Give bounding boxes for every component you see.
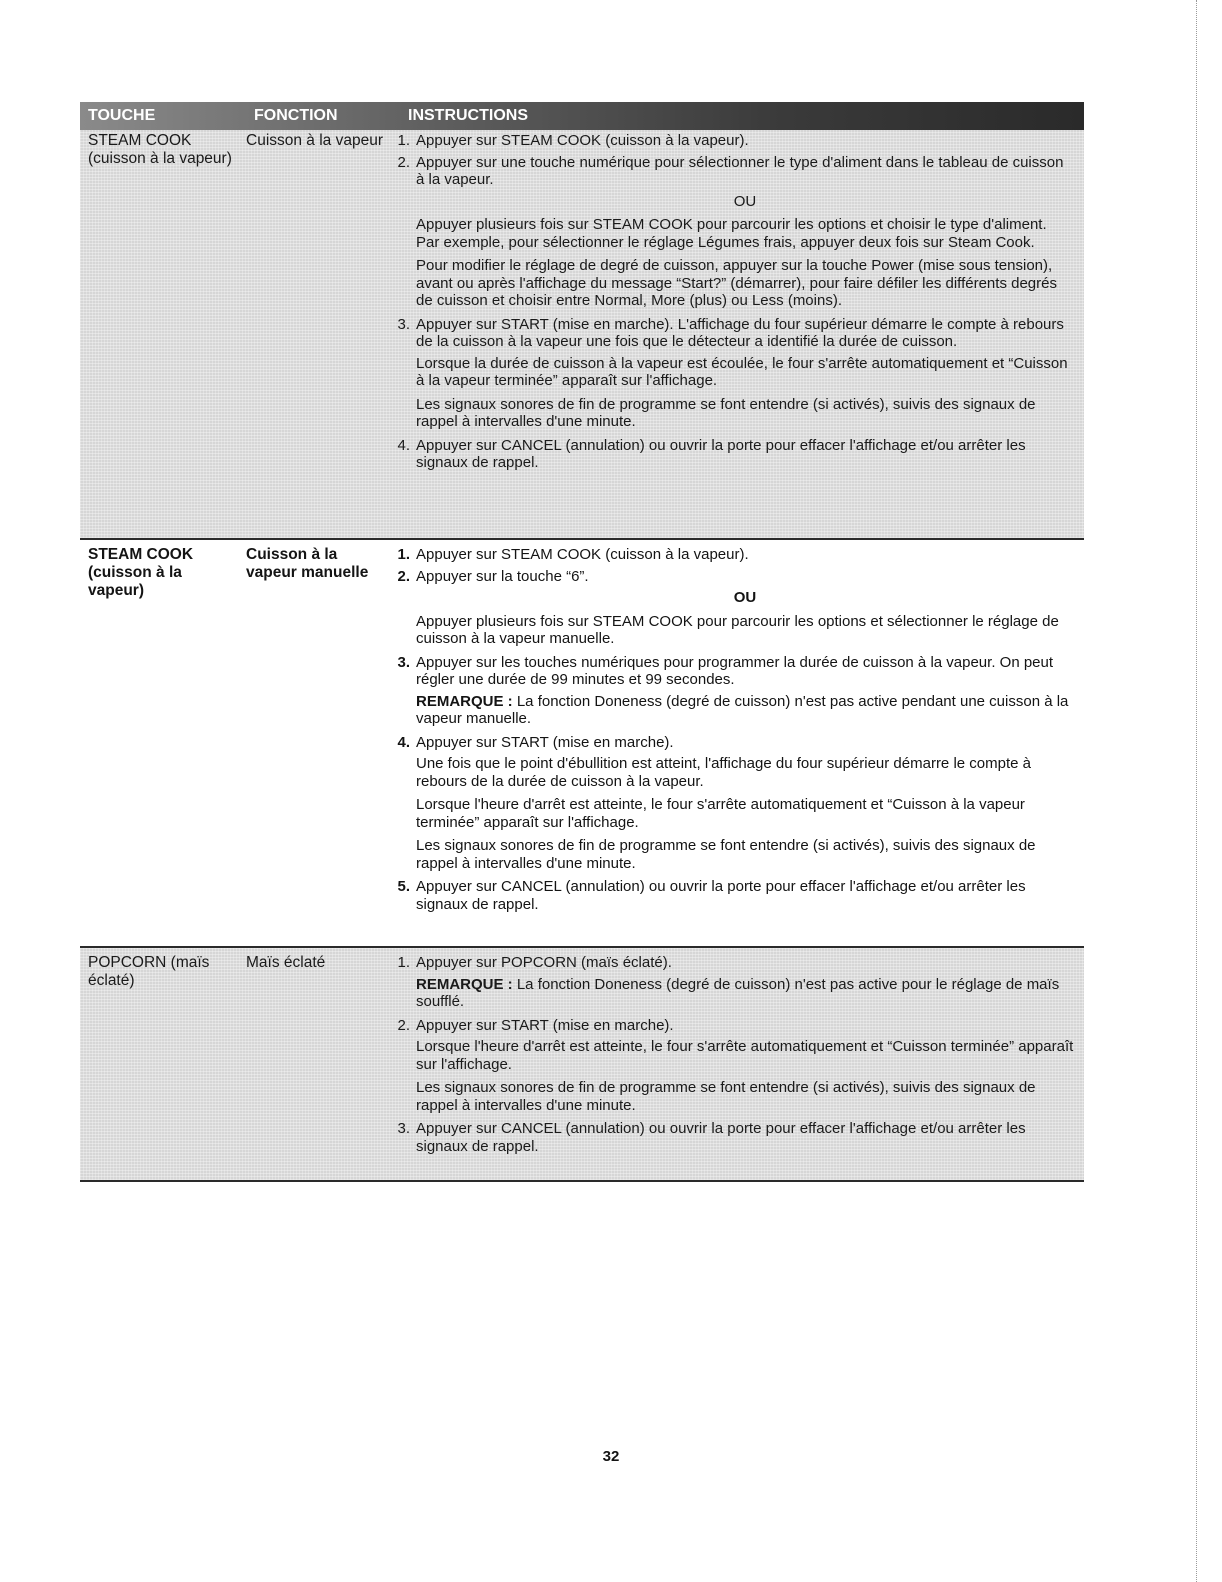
remark-label: REMARQUE : <box>416 692 513 710</box>
step-text: Appuyer sur START (mise en marche). <box>416 1016 674 1034</box>
step <box>388 132 1074 150</box>
paragraph: Lorsque l'heure d'arrêt est atteinte, le four s'arrête automatiquement et “Cuisson terminée” apparaît sur l'affichage. <box>416 1038 1074 1073</box>
table-header <box>80 102 1084 130</box>
cell-fonction: Cuisson à la vapeur manuelle <box>246 546 369 581</box>
remark <box>416 693 1074 728</box>
step <box>388 437 1074 472</box>
cell-instructions <box>384 948 1084 1180</box>
remark <box>416 976 1074 1011</box>
paragraph: Les signaux sonores de fin de programme se font entendre (si activés), suivis des signaux de rappel à intervalles d'une minute. <box>416 837 1036 872</box>
step <box>388 878 1074 913</box>
step-number: 1. <box>397 954 410 971</box>
step-number: 2. <box>397 153 410 171</box>
cell-fonction: Maïs éclaté <box>246 954 326 971</box>
step <box>388 734 1074 752</box>
table-row <box>80 948 1084 1182</box>
step <box>388 1120 1074 1155</box>
step <box>388 546 1074 564</box>
page-number: 32 <box>602 1448 620 1465</box>
step <box>388 154 1074 189</box>
table-row <box>80 540 1084 948</box>
step-text: Appuyer sur CANCEL (annulation) ou ouvrir la porte pour effacer l'affichage et/ou arrêter les signaux de rappel. <box>416 878 1026 913</box>
step <box>388 954 1074 972</box>
step-text: Appuyer sur STEAM COOK (cuisson à la vapeur). <box>416 132 749 149</box>
remark-label: REMARQUE : <box>416 975 513 993</box>
page-edge-line <box>1196 0 1198 1582</box>
step-text: Appuyer sur START (mise en marche). L'affichage du four supérieur démarre le compte à rebours de la cuisson à la vapeur une fois que le détecteur a identifié la durée de cuisson. <box>416 315 1064 350</box>
cell-instructions <box>384 540 1084 946</box>
remark-text: La fonction Doneness (degré de cuisson) n'est pas active pour le réglage de maïs soufflé. <box>416 975 1060 1010</box>
step-text: Appuyer sur STEAM COOK (cuisson à la vapeur). <box>416 546 749 563</box>
paragraph: Pour modifier le réglage de degré de cuisson, appuyer sur la touche Power (mise sous tension), avant ou après l'affichage du message “Start?” (démarrer), pour faire défiler les différents degrés de cuisson et choisir entre Normal, More (plus) ou Less (moins). <box>416 257 1057 309</box>
table-row <box>80 130 1084 540</box>
step <box>388 568 1074 586</box>
step-number: 3. <box>397 1120 410 1137</box>
paragraph: Lorsque l'heure d'arrêt est atteinte, le four s'arrête automatiquement et “Cuisson à la vapeur terminée” apparaît sur l'affichage. <box>416 796 1025 831</box>
step-text: Appuyer sur START (mise en marche). <box>416 733 674 751</box>
or-label: OU <box>733 589 757 606</box>
cell-touche: STEAM COOK (cuisson à la vapeur) <box>88 132 232 167</box>
step-number: 2. <box>397 567 410 585</box>
step-text: Appuyer sur POPCORN (maïs éclaté). <box>416 954 672 971</box>
header-fonction: FONCTION <box>254 107 338 124</box>
step-number: 5. <box>397 878 410 895</box>
paragraph: Les signaux sonores de fin de programme se font entendre (si activés), suivis des signaux de rappel à intervalles d'une minute. <box>416 1079 1036 1114</box>
paragraph: Appuyer plusieurs fois sur STEAM COOK pour parcourir les options et choisir le type d'aliment. Par exemple, pour sélectionner le réglage Légumes frais, appuyer deux fois sur Steam Cook. <box>416 216 1047 251</box>
instructions-table <box>80 102 1084 1182</box>
header-touche: TOUCHE <box>88 107 156 124</box>
step-number: 4. <box>397 733 410 751</box>
step-text: Appuyer sur les touches numériques pour programmer la durée de cuisson à la vapeur. On peut régler une durée de 99 minutes et 99 secondes. <box>416 653 1054 688</box>
or-label: OU <box>733 192 757 210</box>
step-number: 4. <box>397 436 410 454</box>
step <box>388 1017 1074 1035</box>
step-text: Appuyer sur CANCEL (annulation) ou ouvrir la porte pour effacer l'affichage et/ou arrêter les signaux de rappel. <box>416 436 1026 471</box>
paragraph: Les signaux sonores de fin de programme se font entendre (si activés), suivis des signaux de rappel à intervalles d'une minute. <box>416 395 1036 430</box>
cell-touche: STEAM COOK (cuisson à la vapeur) <box>88 546 194 599</box>
cell-fonction: Cuisson à la vapeur <box>246 132 383 149</box>
step-number: 1. <box>397 546 410 563</box>
step-number: 3. <box>397 653 410 671</box>
step-number: 2. <box>397 1016 410 1034</box>
paragraph: Lorsque la durée de cuisson à la vapeur est écoulée, le four s'arrête automatiquement et “Cuisson à la vapeur terminée” apparaît sur l'affichage. <box>416 354 1068 389</box>
step <box>388 316 1074 351</box>
paragraph: Appuyer plusieurs fois sur STEAM COOK pour parcourir les options et sélectionner le réglage de cuisson à la vapeur manuelle. <box>416 612 1059 647</box>
step-text: Appuyer sur CANCEL (annulation) ou ouvrir la porte pour effacer l'affichage et/ou arrêter les signaux de rappel. <box>416 1120 1026 1155</box>
step-number: 1. <box>397 132 410 149</box>
cell-touche: POPCORN (maïs éclaté) <box>88 954 210 989</box>
paragraph: Une fois que le point d'ébullition est atteint, l'affichage du four supérieur démarre le compte à rebours de la durée de cuisson à la vapeur. <box>416 755 1031 790</box>
step-text: Appuyer sur une touche numérique pour sélectionner le type d'aliment dans le tableau de cuisson à la vapeur. <box>416 153 1064 188</box>
step-number: 3. <box>397 315 410 333</box>
header-instructions: INSTRUCTIONS <box>408 107 528 124</box>
step <box>388 654 1074 689</box>
cell-instructions <box>384 130 1084 538</box>
remark-text: La fonction Doneness (degré de cuisson) n'est pas active pendant une cuisson à la vapeur manuelle. <box>416 692 1069 727</box>
step-text: Appuyer sur la touche “6”. <box>416 567 589 585</box>
